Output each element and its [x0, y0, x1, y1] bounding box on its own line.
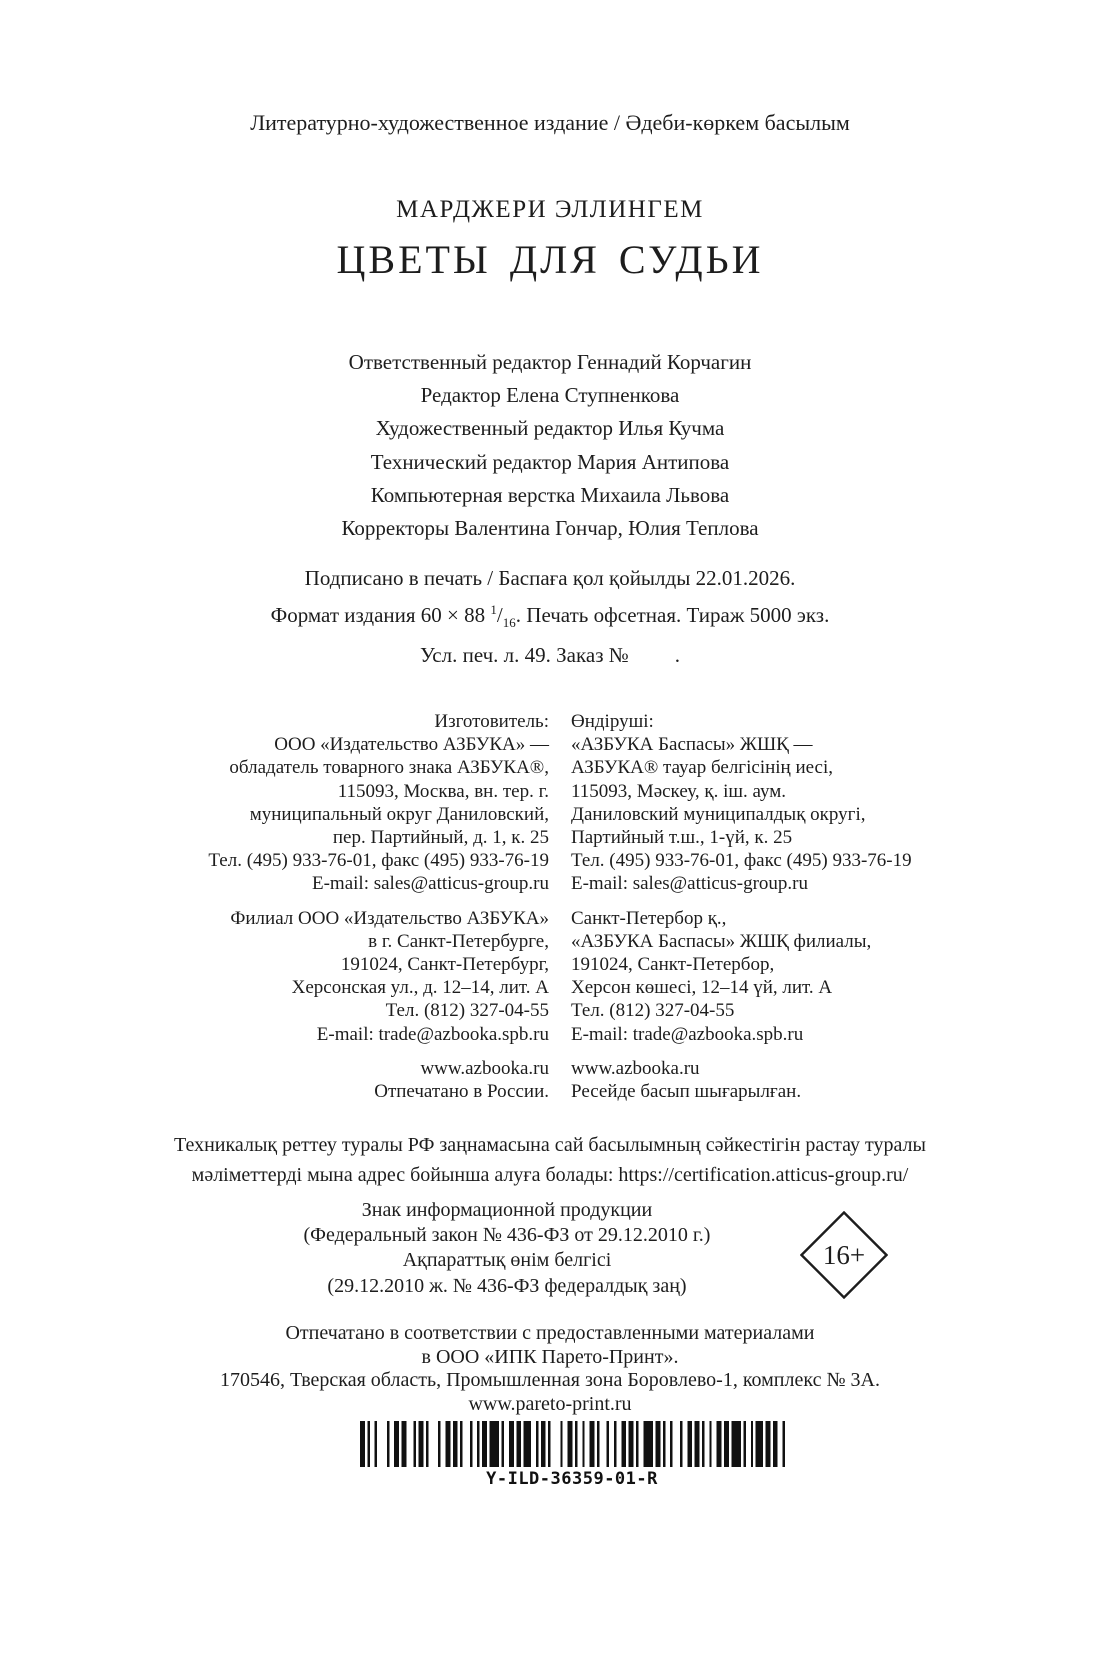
manufacturer-ru-heading: Изготовитель:: [434, 711, 549, 732]
manufacturer-kz-line: Санкт-Петербор қ.,: [571, 907, 727, 929]
manufacturer-kz-line: «АЗБУКА Баспасы» ЖШҚ филиалы,: [571, 930, 872, 952]
manufacturer-ru-line: ООО «Издательство АЗБУКА» —: [274, 734, 549, 756]
info-sign-line: Ақпараттық өнім белгісі: [402, 1249, 612, 1272]
manufacturer-kz-heading: Өндіруші:: [571, 711, 654, 732]
book-title: ЦВЕТЫ ДЛЯ СУДЬИ: [336, 237, 764, 282]
manufacturer-kz-line: 191024, Санкт-Петербор,: [571, 954, 775, 976]
manufacturer-ru-line: Филиал ООО «Издательство АЗБУКА»: [230, 907, 549, 929]
manufacturer-kz-column: [571, 710, 971, 1103]
manufacturer-ru-footer: [149, 1057, 549, 1103]
format-line: [0, 594, 1100, 639]
manufacturer-kz-line: E-mail: trade@azbooka.spb.ru: [571, 1023, 804, 1045]
manufacturer-kz-address: [571, 733, 971, 895]
credit-line: Технический редактор Мария Антипова: [370, 449, 730, 474]
printer-line: Отпечатано в соответствии с предоставленными материалами: [285, 1322, 815, 1344]
manufacturer-ru-line: муниципальный округ Даниловский,: [249, 803, 549, 825]
order-prefix: Усл. печ. л. 49. Заказ №: [419, 643, 629, 668]
manufacturer-ru-line: пер. Партийный, д. 1, к. 25: [332, 827, 549, 849]
manufacturer-ru-line: Отпечатано в России.: [374, 1081, 549, 1103]
format-suffix: . Печать офсетная. Тираж 5000 экз.: [515, 603, 830, 627]
manufacturer-ru-line: 191024, Санкт-Петербург,: [340, 954, 549, 976]
manufacturer-kz-line: Даниловский муниципалдық округі,: [571, 803, 866, 825]
book-author: МАРДЖЕРИ ЭЛЛИНГЕМ: [396, 196, 704, 223]
order-suffix: .: [674, 643, 681, 668]
manufacturer-ru-column: [149, 710, 549, 1103]
printer-line: www.pareto-print.ru: [468, 1392, 632, 1415]
credit-line: Редактор Елена Ступненкова: [420, 383, 680, 408]
manufacturer-ru-line: Тел. (495) 933-76-01, факс (495) 933-76-19: [208, 850, 549, 872]
manufacturer-ru-line: Херсонская ул., д. 12–14, лит. А: [291, 977, 549, 999]
manufacturer-kz-line: Тел. (495) 933-76-01, факс (495) 933-76-19: [571, 850, 912, 872]
certification-line: мәліметтерді мына адрес бойынша алуға болады: https://certification.atticus-group.ru/: [191, 1164, 909, 1186]
format-prefix: Формат издания 60 × 88: [270, 603, 491, 627]
info-sign-line: Знак информационной продукции: [361, 1199, 653, 1221]
barcode: [22, 1421, 1100, 1489]
manufacturer-kz-footer: [571, 1057, 971, 1103]
manufacturer-ru-line: E-mail: sales@atticus-group.ru: [312, 873, 549, 895]
manufacturer-kz-branch: [571, 907, 971, 1046]
manufacturer-kz-line: Херсон көшесі, 12–14 үй, лит. А: [571, 977, 833, 999]
manufacturer-ru-line: www.azbooka.ru: [420, 1057, 549, 1079]
manufacturer-ru-line: обладатель товарного знака АЗБУКА®,: [229, 757, 549, 779]
info-sign-line: (Федеральный закон № 436-ФЗ от 29.12.2010 г.): [303, 1224, 711, 1247]
info-product-sign: [0, 1198, 1100, 1299]
age-rating-label: 16+: [822, 1239, 866, 1270]
fraction-denominator: 16: [502, 615, 516, 631]
edition-line: Литературно-художественное издание / Әдеби-көркем басылым: [250, 110, 850, 135]
manufacturer-kz-line: 115093, Мәскеу, қ. іш. аум.: [571, 780, 787, 802]
printer-line: в ООО «ИПК Парето-Принт».: [421, 1345, 679, 1368]
manufacturer-kz-line: АЗБУКА® тауар белгісінің иесі,: [571, 757, 833, 779]
fraction-slash: /: [496, 603, 503, 627]
barcode-image: [360, 1421, 785, 1467]
manufacturer-kz-line: www.azbooka.ru: [571, 1057, 700, 1079]
manufacturer-ru-line: 115093, Москва, вн. тер. г.: [337, 780, 549, 802]
manufacturer-ru-line: E-mail: trade@azbooka.spb.ru: [316, 1023, 549, 1045]
barcode-label: Y-ILD-36359-01-R: [486, 1469, 658, 1489]
manufacturer-ru-address: [149, 733, 549, 895]
manufacturer-ru-line: Тел. (812) 327-04-55: [385, 1000, 549, 1022]
age-rating-badge: [800, 1211, 888, 1299]
manufacturer-kz-line: «АЗБУКА Баспасы» ЖШҚ —: [571, 734, 813, 756]
manufacturer-kz-line: Тел. (812) 327-04-55: [571, 1000, 735, 1022]
credit-line: Корректоры Валентина Гончар, Юлия Теплова: [341, 516, 759, 541]
printer-line: 170546, Тверская область, Промышленная зона Боровлево-1, комплекс № 3А.: [220, 1369, 880, 1391]
order-line: [0, 639, 1100, 671]
manufacturer-ru-branch: [149, 907, 549, 1046]
info-sign-line: (29.12.2010 ж. № 436-ФЗ федералдық заң): [327, 1274, 687, 1297]
certification-note: [0, 1130, 1100, 1190]
signed-to-print-line: Подписано в печать / Баспаға қол қойылды 22.01.2026.: [304, 566, 796, 590]
credit-line: Ответственный редактор Геннадий Корчагин: [348, 350, 752, 374]
manufacturer-kz-line: Партийный т.ш., 1-үй, к. 25: [571, 827, 793, 849]
manufacturer-ru-line: в г. Санкт-Петербурге,: [368, 930, 549, 952]
certification-line: Техникалық реттеу туралы РФ заңнамасына сай басылымның сәйкестігін растау туралы: [174, 1134, 926, 1156]
fraction-numerator: 1: [490, 602, 497, 617]
credit-line: Компьютерная верстка Михаила Львова: [370, 482, 730, 507]
credits-block: [0, 346, 1100, 545]
manufacturer-columns: [10, 710, 1100, 1103]
printer-block: [0, 1322, 1100, 1416]
manufacturer-kz-line: E-mail: sales@atticus-group.ru: [571, 873, 808, 895]
print-info-block: [0, 562, 1100, 671]
credit-line: Художественный редактор Илья Кучма: [375, 416, 725, 441]
manufacturer-kz-line: Ресейде басып шығарылған.: [571, 1081, 802, 1103]
